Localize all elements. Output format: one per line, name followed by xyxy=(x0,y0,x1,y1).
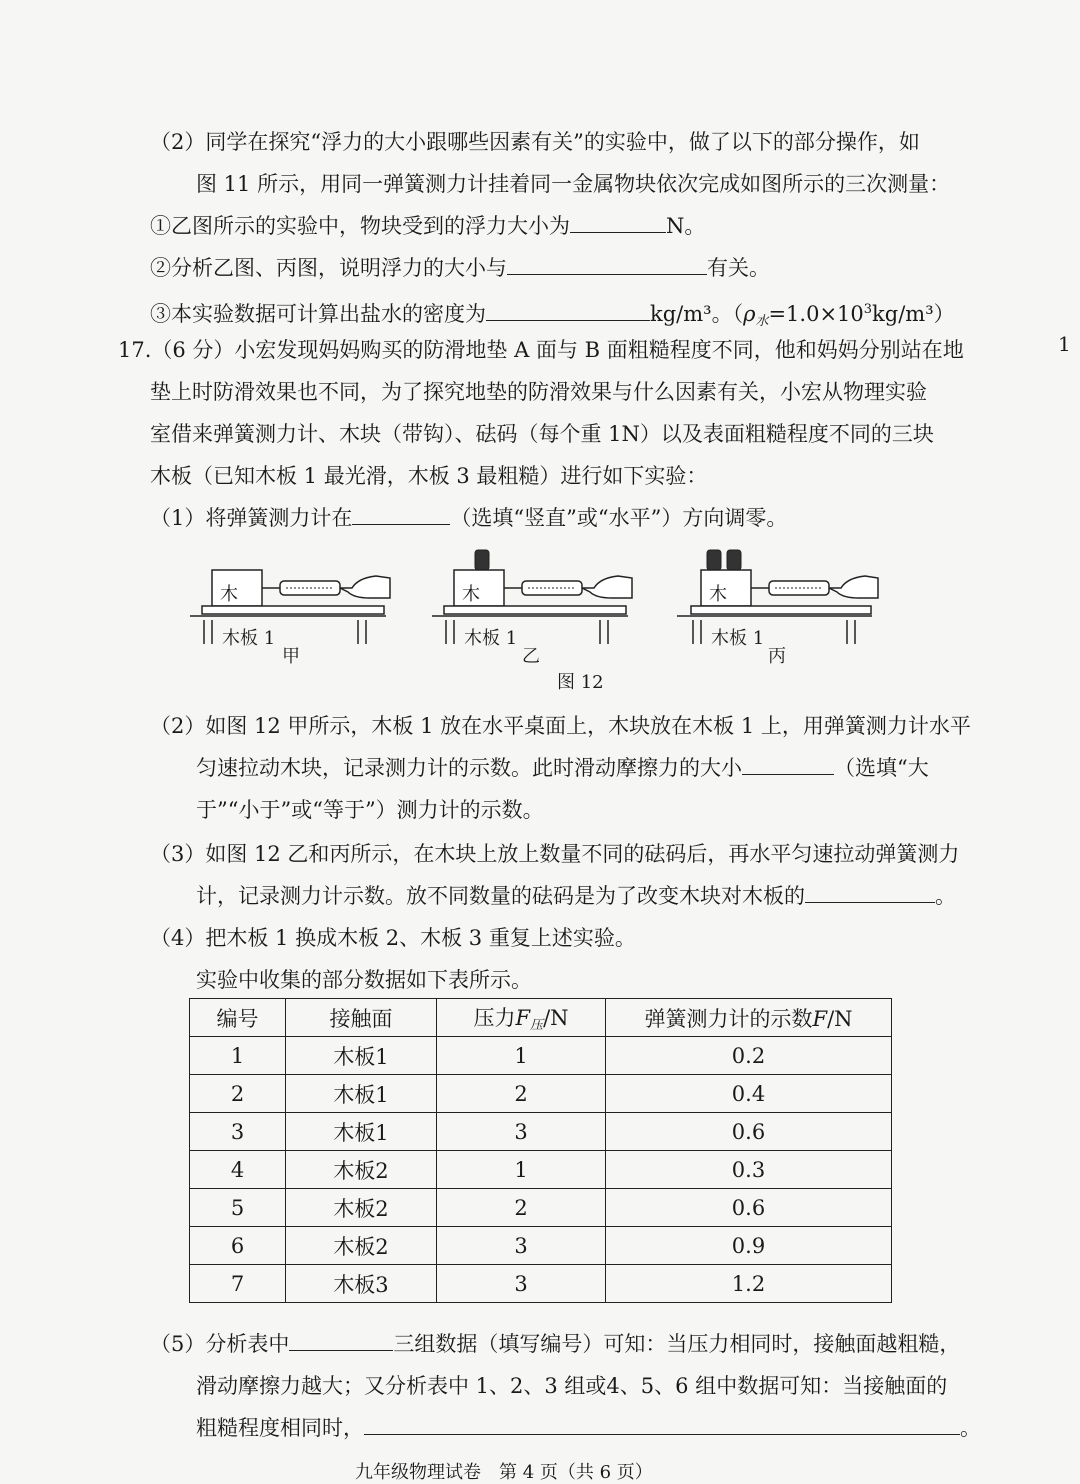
table-row xyxy=(190,1113,892,1151)
cell: 1 xyxy=(437,1151,606,1189)
board xyxy=(444,606,626,614)
sublabel-yi: 乙 xyxy=(522,646,540,667)
setup-bing xyxy=(677,550,878,644)
header-reading-unit: /N xyxy=(827,1006,853,1031)
table-row xyxy=(190,1227,892,1265)
cell: 2 xyxy=(437,1075,606,1113)
cell: 2 xyxy=(190,1075,286,1113)
q16-answer3 xyxy=(150,296,955,336)
sublabel-jia: 甲 xyxy=(282,646,300,667)
table-row xyxy=(190,1037,892,1075)
figure-caption: 图 12 xyxy=(557,672,604,693)
board xyxy=(691,606,871,614)
q17-line4: 木板（已知木板 1 最光滑，木板 3 最粗糙）进行如下实验： xyxy=(150,464,708,488)
cell: 0.2 xyxy=(606,1037,892,1075)
table-row xyxy=(190,1265,892,1303)
hand-icon xyxy=(582,576,632,598)
cell: 0.6 xyxy=(606,1113,892,1151)
q16-answer2-blank[interactable] xyxy=(507,254,707,275)
q16-answer2-text: ②分析乙图、丙图，说明浮力的大小与 xyxy=(150,256,507,280)
q17-part2-line3: 于”“小于”或“等于”）测力计的示数。 xyxy=(196,798,544,822)
weight xyxy=(727,550,741,570)
q17-part1-post: （选填“竖直”或“水平”）方向调零。 xyxy=(450,506,788,530)
cell: 2 xyxy=(437,1189,606,1227)
q17-part2-post: （选填“大 xyxy=(834,756,929,780)
cell: 3 xyxy=(437,1113,606,1151)
q17-part4-line2: 实验中收集的部分数据如下表所示。 xyxy=(196,968,532,992)
q17-part1-blank[interactable] xyxy=(352,504,450,525)
header-pressure-symbol: F xyxy=(515,1006,531,1030)
table-header-row xyxy=(190,999,892,1037)
hand-icon xyxy=(829,576,878,598)
board xyxy=(202,606,384,614)
header-pressure-unit: /N xyxy=(543,1006,569,1030)
header-pressure xyxy=(437,999,606,1037)
q17-part5-text3: 粗糙程度相同时， xyxy=(196,1416,364,1440)
q17-part3-blank[interactable] xyxy=(805,882,935,903)
header-pressure-label: 压力 xyxy=(473,1006,516,1030)
block-label-bing: 木 xyxy=(709,584,727,605)
cell: 木板2 xyxy=(286,1227,437,1265)
cell: 7 xyxy=(190,1265,286,1303)
board-label-bing: 木板 1 xyxy=(711,628,765,649)
q17-part2-line1: （2）如图 12 甲所示，木板 1 放在水平桌面上，木块放在木板 1 上，用弹簧测力计水平 xyxy=(150,714,971,738)
sublabel-bing: 丙 xyxy=(768,646,786,667)
q17-part4-line1: （4）把木板 1 换成木板 2、木板 3 重复上述实验。 xyxy=(150,926,636,950)
q17-part5-text: （5）分析表中 xyxy=(150,1332,290,1356)
cell: 1.2 xyxy=(606,1265,892,1303)
q17-part3-line1: （3）如图 12 乙和丙所示，在木块上放上数量不同的砝码后，再水平匀速拉动弹簧测力 xyxy=(150,842,960,866)
data-table xyxy=(189,998,892,1303)
q17-part2-line2 xyxy=(196,754,929,782)
q16-answer1-blank[interactable] xyxy=(570,212,666,233)
q17-part5-post: 三组数据（填写编号）可知：当压力相同时，接触面越粗糙， xyxy=(393,1332,961,1356)
cell: 木板3 xyxy=(286,1265,437,1303)
q16-answer2-post: 有关。 xyxy=(707,256,770,280)
q17-part5-end: 。 xyxy=(960,1416,981,1440)
header-number: 编号 xyxy=(190,999,286,1037)
q16-part2-line1: （2）同学在探究“浮力的大小跟哪些因素有关”的实验中，做了以下的部分操作，如 xyxy=(150,130,920,154)
q16-answer3-text: ③本实验数据可计算出盐水的密度为 xyxy=(150,302,486,326)
header-pressure-subscript: 压 xyxy=(530,1018,544,1033)
q16-answer2 xyxy=(150,254,770,282)
cell: 0.3 xyxy=(606,1151,892,1189)
q16-answer3-blank[interactable] xyxy=(486,300,650,321)
rho-symbol: ρ xyxy=(743,302,756,326)
header-reading-symbol: F xyxy=(812,1006,828,1031)
rho-exponent: 3 xyxy=(863,302,873,317)
q17-part2-blank[interactable] xyxy=(742,754,834,775)
cell: 5 xyxy=(190,1189,286,1227)
cell: 3 xyxy=(437,1265,606,1303)
table-row xyxy=(190,1151,892,1189)
q17-part3-post: 。 xyxy=(935,884,956,908)
q17-line3: 室借来弹簧测力计、木块（带钩）、砝码（每个重 1N）以及表面粗糙程度不同的三块 xyxy=(150,422,934,446)
rho-unit: kg/m³） xyxy=(872,302,955,326)
q16-answer3-unit: kg/m³。（ xyxy=(650,302,744,326)
q16-answer1-text: ①乙图所示的实验中，物块受到的浮力大小为 xyxy=(150,214,570,238)
weight xyxy=(707,550,721,570)
cell: 木板1 xyxy=(286,1113,437,1151)
rho-value: =1.0×10 xyxy=(768,302,864,326)
q16-answer1-unit: N。 xyxy=(666,214,706,238)
cell: 0.9 xyxy=(606,1227,892,1265)
q17-part5-blank2[interactable] xyxy=(364,1414,960,1435)
q16-part2-line2: 图 11 所示，用同一弹簧测力计挂着同一金属物块依次完成如图所示的三次测量： xyxy=(196,172,951,196)
header-reading xyxy=(606,999,892,1037)
cell: 1 xyxy=(437,1037,606,1075)
q16-answer1 xyxy=(150,212,705,240)
block-label-yi: 木 xyxy=(462,584,480,605)
cell: 0.4 xyxy=(606,1075,892,1113)
q17-line1: 17.（6 分）小宏发现妈妈购买的防滑地垫 A 面与 B 面粗糙程度不同，他和妈妈分别站在地 xyxy=(118,338,964,362)
weight xyxy=(475,550,489,570)
block-label-jia: 木 xyxy=(220,584,238,605)
cell: 木板1 xyxy=(286,1075,437,1113)
q17-part3-text: 计，记录测力计示数。放不同数量的砝码是为了改变木块对木板的 xyxy=(196,884,805,908)
cell: 木板2 xyxy=(286,1189,437,1227)
q17-part3-line2 xyxy=(196,882,956,910)
cell: 6 xyxy=(190,1227,286,1265)
q17-part2-text: 匀速拉动木块，记录测力计的示数。此时滑动摩擦力的大小 xyxy=(196,756,742,780)
q17-line2: 垫上时防滑效果也不同，为了探究地垫的防滑效果与什么因素有关，小宏从物理实验 xyxy=(150,380,927,404)
board-label-yi: 木板 1 xyxy=(464,628,518,649)
cell: 木板2 xyxy=(286,1151,437,1189)
margin-mark: 1 xyxy=(1058,332,1071,356)
rho-subscript: 水 xyxy=(755,314,769,329)
q17-part5-line3 xyxy=(196,1414,981,1442)
cell: 木板1 xyxy=(286,1037,437,1075)
board-label-jia: 木板 1 xyxy=(222,628,276,649)
cell: 3 xyxy=(190,1113,286,1151)
q17-part5-blank1[interactable] xyxy=(289,1330,393,1351)
cell: 1 xyxy=(190,1037,286,1075)
header-reading-label: 弹簧测力计的示数 xyxy=(644,1006,813,1031)
cell: 0.6 xyxy=(606,1189,892,1227)
table-row xyxy=(190,1189,892,1227)
cell: 3 xyxy=(437,1227,606,1265)
header-surface: 接触面 xyxy=(286,999,437,1037)
q17-part5-line1 xyxy=(150,1330,960,1358)
page-footer: 九年级物理试卷 第 4 页（共 6 页） xyxy=(355,1462,653,1483)
q17-part1-text: （1）将弹簧测力计在 xyxy=(150,506,353,530)
cell: 4 xyxy=(190,1151,286,1189)
hand-icon xyxy=(340,576,390,598)
q17-part5-line2: 滑动摩擦力越大；又分析表中 1、2、3 组或4、5、6 组中数据可知：当接触面的 xyxy=(196,1374,948,1398)
q17-part1 xyxy=(150,504,787,532)
table-row xyxy=(190,1075,892,1113)
